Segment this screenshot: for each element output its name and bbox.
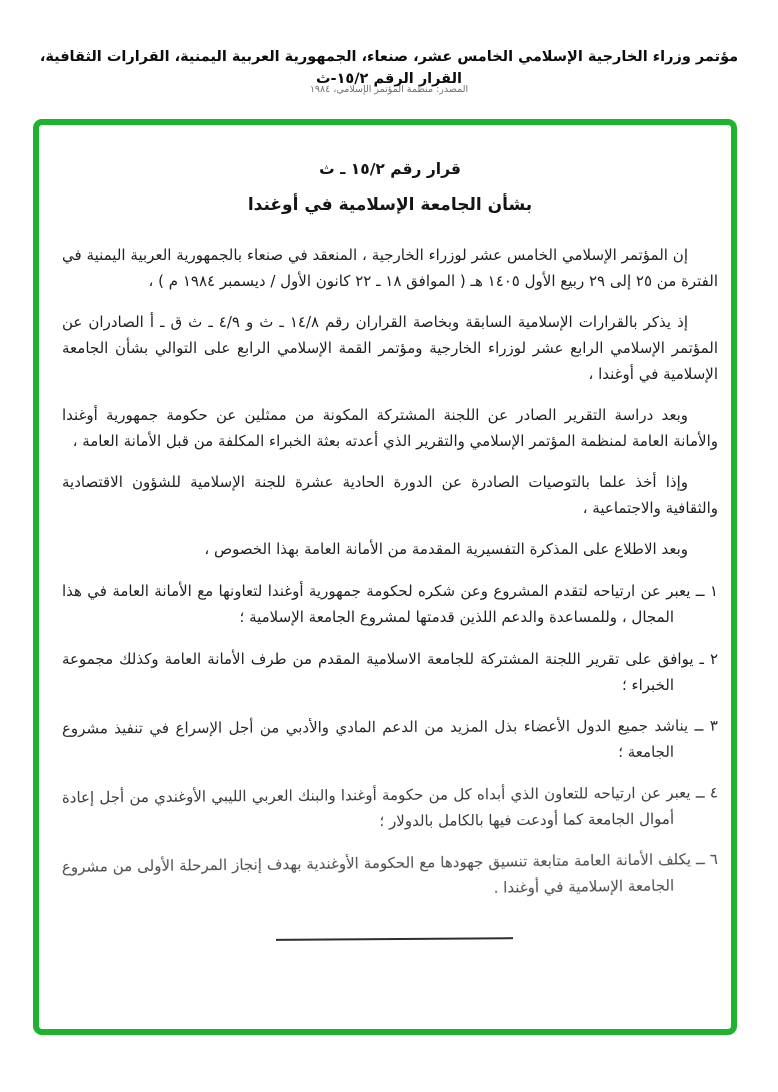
resolution-item [62,713,718,768]
resolution-number-title: قرار رقم ١٥/٢ ـ ث [319,160,461,178]
preamble-paragraph: إذ يذكر بالقرارات الإسلامية السابقة وبخاصة القراران رقم ١٤/٨ ـ ث و ٤/٩ ـ ث ق ـ أ الصادران عن المؤتمر الإسلامي الرابع عشر لوزراء الخارجية ومؤتمر القمة الإسلامي الرابع على التوالي بشأن الجامعة الإسلامية في أوغندا ، [62,313,718,383]
resolution-item [62,578,718,630]
item-text: يعبر عن ارتياحه للتعاون الذي أبداه كل من حكومة أوغندا والبنك العربي الليبي الأوغندي من أجل إعادة أموال الجامعة كما أودعت فيها بالكامل بالدولار ؛ [61,783,691,831]
preamble-paragraph: إن المؤتمر الإسلامي الخامس عشر لوزراء الخارجية ، المنعقد في صنعاء بالجمهورية العربية اليمنية في الفترة من ٢٥ إلى ٢٩ ربيع الأول ١٤٠٥ هـ ( الموافق ١٨ ـ ٢٢ كانون الأول / ديسمبر ١٩٨٤ م ) ، [62,246,718,290]
item-number: ٤ ــ [695,783,718,802]
preamble-paragraph: وبعد دراسة التقرير الصادر عن اللجنة المشتركة المكونة من ممثلين عن حكومة جمهورية أوغندا والأمانة العامة لمنظمة المؤتمر الإسلامي والتقرير الذي أعدته بعثة الخبراء المكلفة من قبل الأمانة العامة ، [62,406,718,450]
resolution-item [62,646,718,698]
resolution-subject-title: بشأن الجامعة الإسلامية في أوغندا [247,195,533,215]
item-text: يعبر عن ارتياحه لتقدم المشروع وعن شكره لحكومة جمهورية أوغندا لتعاونها مع الأمانة العامة في هذا المجال ، وللمساعدة والدعم اللذين قدمتها لمشروع الجامعة الإسلامية ؛ [62,582,691,626]
resolution-body [62,150,718,940]
header-source: المصدر: منظمة المؤتمر الإسلامي، ١٩٨٤ [309,84,469,95]
resolution-item [62,779,718,836]
item-number: ٦ ــ [695,849,718,869]
preamble-paragraph: وبعد الاطلاع على المذكرة التفسيرية المقدمة من الأمانة العامة بهذا الخصوص ، [204,540,688,558]
item-text: يكلف الأمانة العامة متابعة تنسيق جهودها مع الحكومة الأوغندية بهدف إنجاز المرحلة الأولى من مشروع الجامعة الإسلامية في أوغندا . [61,850,692,897]
item-number: ١ ــ [695,582,718,600]
item-text: يوافق على تقرير اللجنة المشتركة للجامعة الاسلامية المقدم من طرف الأمانة العامة وكذلك مجموعة الخبراء ؛ [62,650,694,694]
header-citation: مؤتمر وزراء الخارجية الإسلامي الخامس عشر، صنعاء، الجمهورية العربية اليمنية، القرارات الثقافية، القرار الرقم ١٥/٢-ث [39,49,739,87]
item-text: يناشد جميع الدول الأعضاء بذل المزيد من الدعم المادي والأدبي من أجل الإسراع في تنفيذ مشروع الجامعة ؛ [61,716,689,762]
item-number: ٣ ــ [694,716,718,735]
item-number: ٢ ـ [699,650,719,668]
preamble-paragraph: وإذا أخذ علما بالتوصيات الصادرة عن الدورة الحادية عشرة للجنة الإسلامية للشؤون الاقتصادية والثقافية والاجتماعية ، [62,473,718,517]
resolution-item [62,846,719,906]
